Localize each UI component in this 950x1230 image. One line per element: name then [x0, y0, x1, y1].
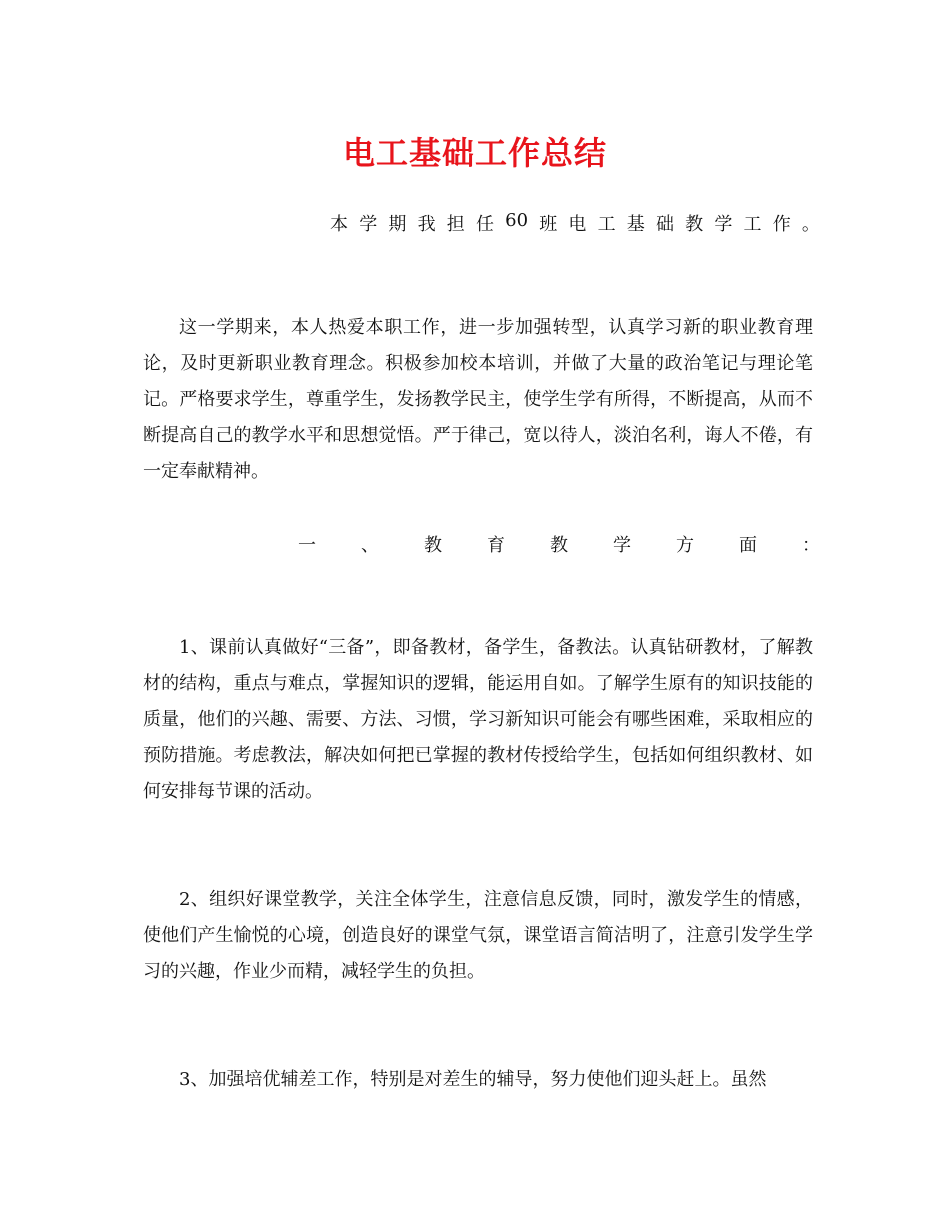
intro-char: 电 — [568, 214, 587, 235]
document-title: 电工基础工作总结 — [342, 134, 607, 172]
heading-char: 一 — [298, 535, 316, 556]
intro-char: 作 — [772, 214, 791, 235]
intro-char: 60 — [505, 210, 529, 231]
heading-char: 、 — [361, 535, 379, 556]
paragraph-item-3: 3、加强培优辅差工作，特别是对差生的辅导，努力使他们迎头赶上。虽然 — [179, 1069, 767, 1090]
intro-char: 担 — [446, 214, 465, 235]
intro-char: 。 — [801, 214, 820, 235]
intro-char: 我 — [417, 214, 436, 235]
intro-char: 工 — [597, 214, 616, 235]
intro-line — [330, 210, 820, 236]
intro-char: 任 — [475, 214, 494, 235]
paragraph-item-2: 2、组织好课堂教学，关注全体学生，注意信息反馈，同时，激发学生的情感，使他们产生愉悦的心境，创造良好的课堂气氛，课堂语言简洁明了，注意引发学生学习的兴趣，作业少而精，减轻学生的负担。 — [143, 889, 813, 982]
heading-char: 教 — [424, 535, 442, 556]
intro-char: 工 — [743, 214, 762, 235]
intro-char: 学 — [714, 214, 733, 235]
heading-char: ： — [802, 535, 820, 556]
intro-char: 基 — [626, 214, 645, 235]
paragraph-item-1: 1、课前认真做好“三备”，即备教材，备学生，备教法。认真钻研教材，了解教材的结构，重点与难点，掌握知识的逻辑，能运用自如。了解学生原有的知识技能的质量，他们的兴趣、需要、方法、习惯，学习新知识可能会有哪些困难，采取相应的预防措施。考虑教法，解决如何把已掌握的教材传授给学生，包括如何组织教材、如何安排每节课的活动。 — [143, 637, 813, 802]
intro-char: 学 — [359, 214, 378, 235]
intro-char: 础 — [655, 214, 674, 235]
intro-char: 期 — [388, 214, 407, 235]
heading-char: 教 — [550, 535, 568, 556]
section-heading — [298, 531, 820, 557]
paragraph-intro: 这一学期来，本人热爱本职工作，进一步加强转型，认真学习新的职业教育理论，及时更新职业教育理念。积极参加校本培训，并做了大量的政治笔记与理论笔记。严格要求学生，尊重学生，发扬教学民主，使学生学有所得，不断提高，从而不断提高自己的教学水平和思想觉悟。严于律己，宽以待人，淡泊名利，诲人不倦，有一定奉献精神。 — [143, 317, 813, 482]
intro-char: 班 — [539, 214, 558, 235]
intro-char: 本 — [330, 214, 348, 235]
heading-char: 面 — [739, 535, 757, 556]
intro-char: 教 — [685, 214, 704, 235]
heading-char: 学 — [613, 535, 631, 556]
heading-char: 方 — [676, 535, 694, 556]
heading-char: 育 — [487, 535, 505, 556]
